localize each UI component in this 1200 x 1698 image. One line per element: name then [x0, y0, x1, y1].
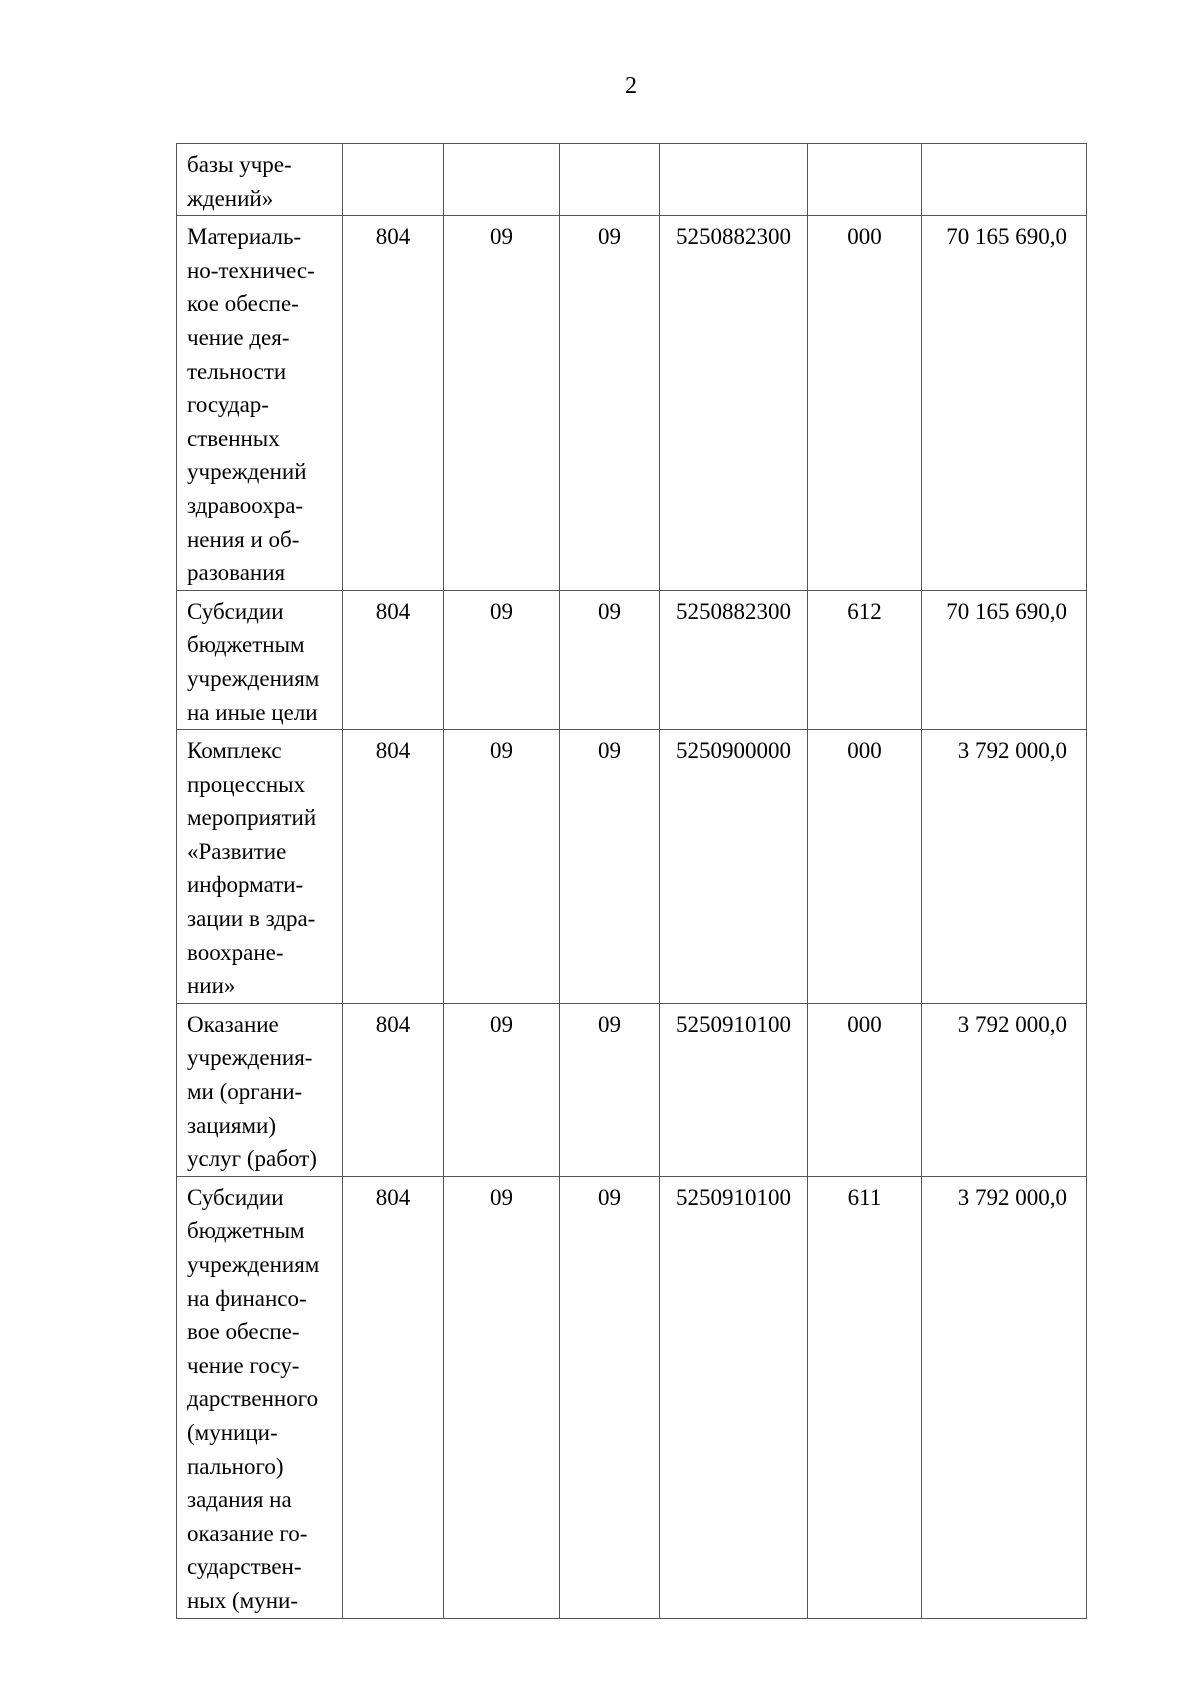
item-name-line: зациями): [187, 1112, 277, 1138]
page-number: 2: [625, 73, 637, 99]
item-name-line: здравоохра-: [187, 492, 304, 518]
item-name-line: сударствен-: [187, 1554, 302, 1580]
item-name-line: зации в здра-: [187, 906, 316, 932]
item-name-line: учреждениям: [187, 1252, 320, 1277]
section-cell: 09: [444, 216, 560, 591]
expense-type-cell: 000: [808, 1003, 922, 1176]
table-row: [177, 1176, 1087, 1618]
admin-code-cell: 804: [343, 216, 444, 591]
table-body: [177, 144, 1087, 1619]
item-name-line: (муници-: [187, 1419, 278, 1445]
item-name-line: Субсидии: [187, 1184, 284, 1210]
item-name-line: ных (муни-: [187, 1587, 299, 1613]
item-name-cell: [177, 216, 343, 591]
item-name-cell: [177, 730, 343, 1004]
item-name-line: Комплекс: [187, 738, 282, 764]
item-name-line: вое обеспе-: [187, 1319, 300, 1345]
item-name-line: ственных: [187, 425, 280, 451]
subsection-cell: 09: [560, 1176, 660, 1618]
subsection-cell: 09: [560, 590, 660, 729]
subsection-cell: [560, 144, 660, 216]
item-name-line: Субсидии: [187, 598, 284, 624]
item-name-line: задания на: [187, 1487, 292, 1513]
amount-cell: 3 792 000,0: [922, 730, 1087, 1004]
item-name-line: но-техничес-: [187, 257, 315, 283]
item-name-line: чение дея-: [187, 324, 290, 350]
admin-code-cell: 804: [343, 1003, 444, 1176]
item-name-line: оказание го-: [187, 1520, 308, 1546]
expense-type-cell: 611: [808, 1176, 922, 1618]
subsection-cell: 09: [560, 1003, 660, 1176]
item-name-line: мероприятий: [187, 805, 317, 831]
amount-cell: 3 792 000,0: [922, 1176, 1087, 1618]
item-name-line: разования: [187, 560, 286, 586]
expense-type-cell: 000: [808, 216, 922, 591]
item-name-line: бюджетным: [187, 632, 305, 658]
item-name-cell: [177, 1003, 343, 1176]
section-cell: 09: [444, 1176, 560, 1618]
item-name-line: услуг (работ): [187, 1146, 317, 1172]
item-name-line: Материаль-: [187, 224, 302, 250]
item-name-line: воохране-: [187, 939, 284, 965]
item-name-line: ми (органи-: [187, 1079, 303, 1105]
target-article-cell: 5250882300: [660, 216, 808, 591]
table-row: [177, 144, 1087, 216]
subsection-cell: 09: [560, 730, 660, 1004]
item-name-cell: [177, 1176, 343, 1618]
item-name-line: пального): [187, 1453, 284, 1479]
item-name-line: чение госу-: [187, 1352, 300, 1378]
section-cell: 09: [444, 730, 560, 1004]
target-article-cell: 5250910100: [660, 1176, 808, 1618]
item-name-line: учреждения-: [187, 1045, 313, 1071]
item-name-line: бюджетным: [187, 1218, 305, 1244]
item-name-line: процессных: [187, 771, 306, 797]
item-name-cell: [177, 144, 343, 216]
admin-code-cell: [343, 144, 444, 216]
amount-cell: [922, 144, 1087, 216]
section-cell: 09: [444, 590, 560, 729]
section-cell: [444, 144, 560, 216]
item-name-line: учреждений: [187, 459, 307, 485]
item-name-line: нии»: [187, 973, 236, 999]
item-name-line: ждений»: [187, 185, 274, 211]
item-name-line: кое обеспе-: [187, 291, 299, 317]
admin-code-cell: 804: [343, 730, 444, 1004]
item-name-line: дарственного: [187, 1386, 319, 1412]
item-name-line: «Развитие: [187, 838, 287, 864]
admin-code-cell: 804: [343, 590, 444, 729]
item-name-line: тельности: [187, 358, 287, 384]
item-name-line: на финансо-: [187, 1285, 307, 1311]
amount-cell: 70 165 690,0: [922, 590, 1087, 729]
subsection-cell: 09: [560, 216, 660, 591]
admin-code-cell: 804: [343, 1176, 444, 1618]
item-name-line: на иные цели: [187, 699, 318, 725]
amount-cell: 70 165 690,0: [922, 216, 1087, 591]
table-row: [177, 1003, 1087, 1176]
target-article-cell: 5250900000: [660, 730, 808, 1004]
expense-type-cell: 000: [808, 730, 922, 1004]
item-name-line: базы учре-: [187, 152, 292, 177]
item-name-line: государ-: [187, 392, 269, 418]
expense-type-cell: 612: [808, 590, 922, 729]
target-article-cell: 5250882300: [660, 590, 808, 729]
table-row: [177, 730, 1087, 1004]
item-name-line: информати-: [187, 872, 304, 898]
budget-table: [176, 143, 1087, 1619]
section-cell: 09: [444, 1003, 560, 1176]
item-name-cell: [177, 590, 343, 729]
item-name-line: Оказание: [187, 1011, 279, 1037]
target-article-cell: [660, 144, 808, 216]
item-name-line: учреждениям: [187, 665, 320, 691]
amount-cell: 3 792 000,0: [922, 1003, 1087, 1176]
table-row: [177, 216, 1087, 591]
item-name-line: нения и об-: [187, 526, 300, 552]
expense-type-cell: [808, 144, 922, 216]
target-article-cell: 5250910100: [660, 1003, 808, 1176]
table-row: [177, 590, 1087, 729]
